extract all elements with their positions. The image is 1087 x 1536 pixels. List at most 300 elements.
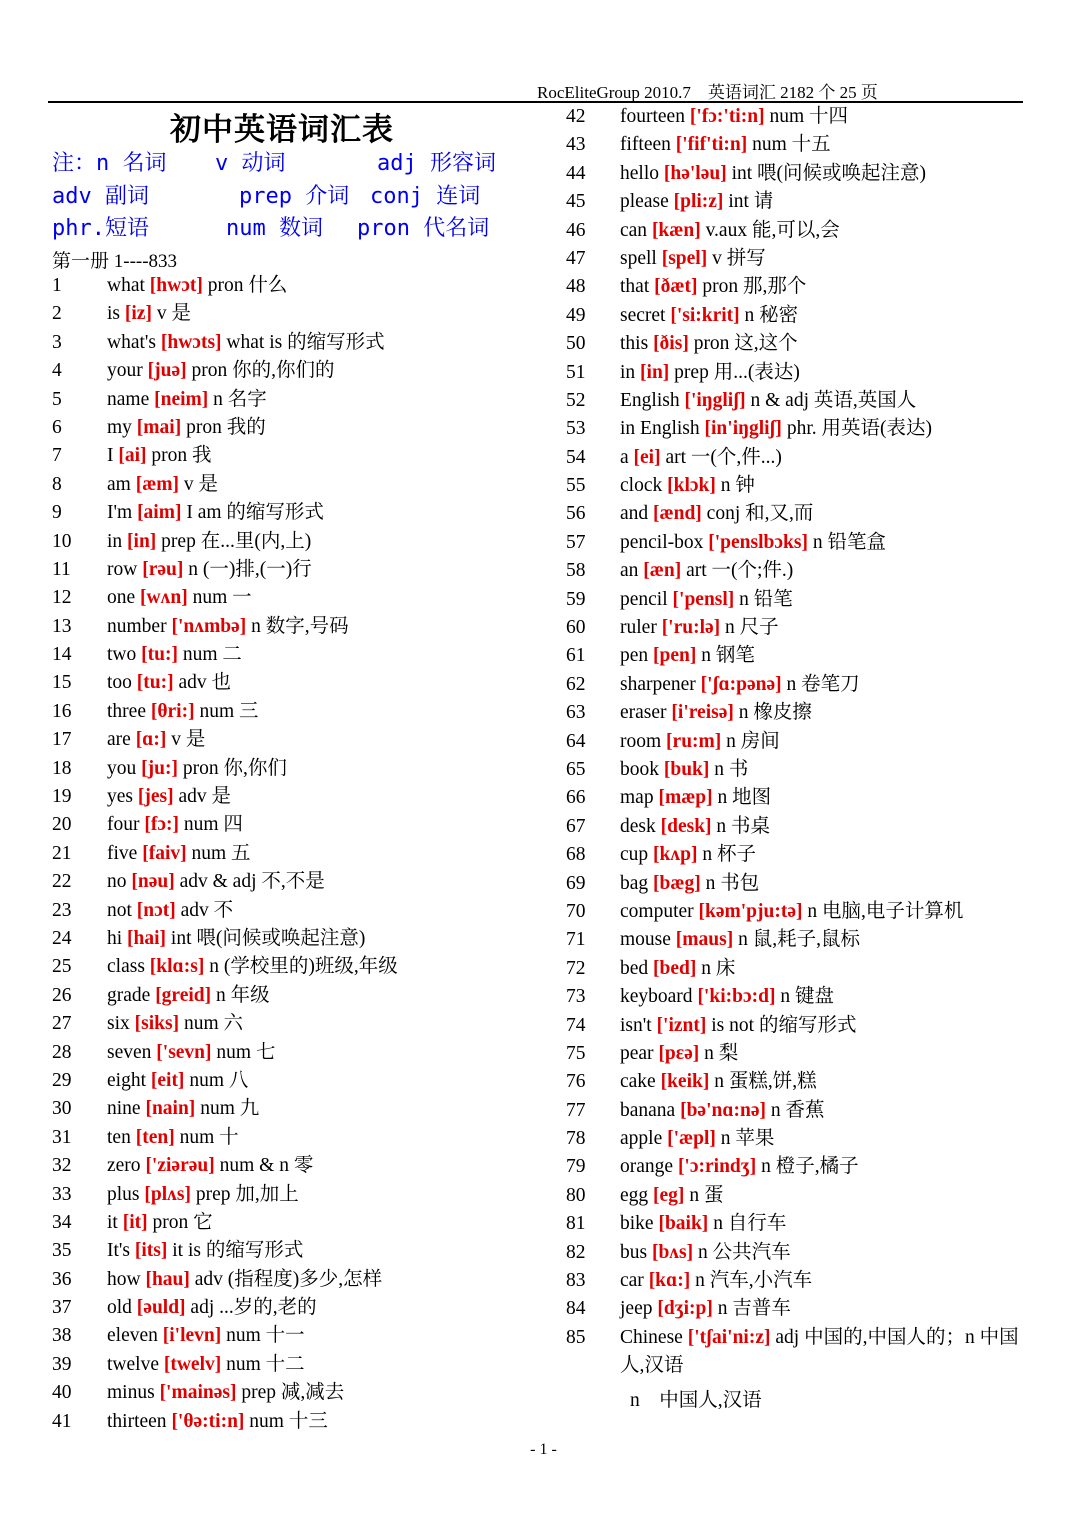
entry-word: plus [107,1183,140,1205]
entry-word: minus [107,1382,155,1404]
entry-number: 43 [566,134,586,156]
entry-definition: n 书包 [705,872,760,894]
entry-body [620,1040,738,1068]
entry-word: bus [620,1241,648,1263]
entry-phonetic: [baik] [658,1213,709,1235]
vocab-entry [52,528,532,556]
entry-word: desk [620,815,656,837]
entry-definition: n 秘密 [744,304,799,326]
entry-phonetic: [dʒi:p] [657,1298,713,1320]
entry-number: 10 [52,530,72,552]
entry-word: row [107,558,138,580]
entry-phonetic: [i'reisə] [671,702,734,724]
vocab-entry [566,529,1036,557]
entry-definition: n 数字,号码 [251,615,349,637]
entry-phonetic: ['nʌmbə] [171,615,247,637]
entry-body [107,755,287,783]
entry-word: fifteen [620,134,671,156]
vocab-entry [52,1039,532,1067]
entry-body [620,1239,791,1267]
entry-word: seven [107,1041,152,1063]
entry-definition: pron 我 [151,445,212,467]
vocab-entry [566,415,1036,443]
entry-number: 85 [566,1326,586,1348]
entry-phonetic: [desk] [660,815,712,837]
entry-word: what's [107,331,157,353]
entry-phonetic: [ɑ:] [135,729,167,751]
entry-phonetic: ['ru:lə] [661,617,721,639]
entry-phonetic: [mai] [136,416,182,438]
entry-number: 75 [566,1042,586,1064]
vocab-entry [52,1266,532,1294]
entry-number: 7 [52,445,62,467]
entry-definition: n 梨 [704,1042,739,1064]
vocab-entry [566,557,1036,585]
entry-definition: it is 的缩写形式 [172,1240,304,1262]
entry-definition: num 十五 [752,134,831,156]
entry-number: 11 [52,558,71,580]
entry-word: eraser [620,702,667,724]
vocab-entry [52,1322,532,1350]
entry-phonetic: [bed] [653,957,697,979]
vocab-entry [566,472,1036,500]
entry-body [107,442,212,470]
entry-phonetic: [plʌs] [144,1183,191,1205]
vocab-entry [566,160,1036,188]
entry-number: 35 [52,1240,72,1262]
entry-number: 50 [566,333,586,355]
entry-definition: adj ...岁的,老的 [190,1297,317,1319]
entry-definition: phr. 用英语(表达) [786,418,932,440]
vocab-entry [52,329,532,357]
pos-verb: v 动词 [215,151,286,176]
entry-number: 24 [52,927,72,949]
entry-word: hello [620,162,659,184]
entry-definition: prep 在...里(内,上) [161,530,312,552]
vocab-entry [52,1379,532,1407]
entry-definition: art 一(个;件.) [686,560,794,582]
entry-definition: pron 它 [152,1211,213,1233]
entry-number: 49 [566,304,586,326]
entry-number: 63 [566,702,586,724]
entry-body [107,1351,305,1379]
vocab-entry [566,1239,1036,1267]
entry-definition: n 地图 [717,787,772,809]
entry-number: 14 [52,644,72,666]
entry-word: computer [620,900,694,922]
entry-body [620,756,748,784]
entry-number: 74 [566,1014,586,1036]
entry-body [620,188,773,216]
entry-body [107,386,267,414]
entry-definition: num 五 [191,842,251,864]
vocab-entry [566,671,1036,699]
entry-word: pencil-box [620,531,704,553]
entry-body [107,1095,259,1123]
vocab-entry [52,1294,532,1322]
vocab-entry [52,868,532,896]
vocab-entry [52,556,532,584]
entry-definition: adv 也 [178,672,232,694]
vocab-entry [52,925,532,953]
entry-body [107,1067,248,1095]
entry-word: twelve [107,1353,159,1375]
vocab-entry [566,1210,1036,1238]
vocab-entry [566,359,1036,387]
entry-phonetic: [æn] [643,560,682,582]
entry-definition: conj 和,又,而 [706,503,814,525]
entry-phonetic: [kɑ:] [648,1270,691,1292]
entry-word: cup [620,844,649,866]
entry-word: bag [620,872,649,894]
entry-word: hi [107,927,123,949]
entry-definition: pron 你,你们 [182,757,287,779]
entry-body [620,955,735,983]
entry-phonetic: [nəu] [131,871,175,893]
vocab-entry [52,1095,532,1123]
entry-definition: v 是 [171,729,206,751]
entry-word: I [107,445,114,467]
entry-number: 45 [566,191,586,213]
entry-body [107,584,252,612]
entry-phonetic: [twelv] [163,1353,222,1375]
entry-phonetic: [wʌn] [140,587,188,609]
vocab-entry [566,784,1036,812]
vocab-entry [52,897,532,925]
entry-phonetic: [θri:] [150,700,195,722]
entry-body [620,642,755,670]
entry-number: 1 [52,275,62,296]
entry-body [620,898,963,926]
entry-phonetic: [neim] [154,388,209,410]
continuation-line: n 中国人,汉语 [630,1390,762,1411]
entry-body [620,1182,723,1210]
entry-body [620,1012,856,1040]
entry-body [620,330,798,358]
entry-number: 21 [52,842,72,864]
entry-number: 6 [52,416,62,438]
vocab-entry [52,726,532,754]
entry-phonetic: [buk] [663,758,710,780]
entry-phonetic: [fɔ:] [144,814,180,836]
vocab-entry [52,1010,532,1038]
entry-number: 47 [566,247,586,269]
entry-number: 66 [566,787,586,809]
vocab-entry [566,813,1036,841]
vocab-entry [52,414,532,442]
entry-phonetic: [greid] [155,984,212,1006]
entry-word: bed [620,957,649,979]
entry-word: cake [620,1071,656,1093]
entry-word: a [620,446,629,468]
entry-phonetic: ['sevn] [156,1041,212,1063]
entry-body [107,897,233,925]
vocab-entry [566,217,1036,245]
vocab-entry [52,783,532,811]
entry-body [107,1237,303,1265]
entry-body [107,613,349,641]
entry-word: egg [620,1184,649,1206]
entry-word: class [107,956,145,978]
entry-word: in [620,361,636,383]
entry-number: 20 [52,814,72,836]
entry-phonetic: [pen] [653,645,697,667]
entry-body [107,414,266,442]
entry-number: 62 [566,673,586,695]
entry-number: 13 [52,615,72,637]
entry-word: eleven [107,1325,158,1347]
entry-phonetic: [hai] [127,927,167,949]
entry-word: in English [620,418,700,440]
entry-phonetic: ['fɔ:'ti:n] [689,106,765,127]
vocab-entry [566,614,1036,642]
entry-number: 37 [52,1297,72,1319]
entry-word: jeep [620,1298,653,1320]
entry-body [620,273,806,301]
entry-definition: v 是 [156,303,191,325]
pos-legend-row [52,179,512,212]
entry-definition: num 九 [200,1098,260,1120]
vocab-entry [566,1125,1036,1153]
entry-word: name [107,388,150,410]
vocab-entry [566,1040,1036,1068]
entry-body [620,586,793,614]
entry-definition: num 十四 [769,106,848,127]
entry-body [107,811,243,839]
entry-word: my [107,416,132,438]
entry-word: secret [620,304,666,326]
entry-definition: adv & adj 不,不是 [179,871,325,893]
entry-phonetic: ['ʃɑ:pənə] [700,673,782,695]
entry-word: banana [620,1099,676,1121]
entry-definition: num 六 [183,1013,243,1035]
entry-number: 60 [566,617,586,639]
entry-phonetic: ['fif'ti:n] [675,134,748,156]
entry-definition: num 十三 [249,1410,328,1432]
entry-word: please [620,191,669,213]
entry-number: 30 [52,1098,72,1120]
entry-definition: pron 我的 [186,416,266,438]
entry-number: 65 [566,758,586,780]
vocab-entry [566,983,1036,1011]
entry-word: two [107,644,137,666]
entry-definition: n 吉普车 [717,1298,791,1320]
entry-body [620,359,800,387]
entry-body [620,926,860,954]
pos-adverb: adv 副词 [52,183,149,209]
entry-word: I'm [107,502,133,524]
entry-number: 55 [566,475,586,497]
vocab-entry [566,926,1036,954]
entry-body [620,217,840,245]
entry-word: are [107,729,131,751]
entry-word: ten [107,1126,131,1148]
entry-body [620,1153,859,1181]
entry-phonetic: [ðæt] [654,276,698,298]
entry-number: 57 [566,531,586,553]
entry-definition: n 卷笔刀 [786,673,860,695]
entry-body [107,1152,313,1180]
entry-definition: num 七 [216,1041,276,1063]
entry-phonetic: [hwɔt] [149,275,203,296]
entry-number: 4 [52,360,62,382]
entry-word: four [107,814,140,836]
entry-definition: int 喂(问候或唤起注意) [731,162,927,184]
entry-phonetic: [ðis] [653,333,689,355]
entry-word: that [620,276,650,298]
entry-phonetic: [kəm'pju:tə] [698,900,803,922]
entry-word: keyboard [620,986,693,1008]
entry-number: 29 [52,1069,72,1091]
entry-definition: pron 这,这个 [693,333,798,355]
entry-number: 73 [566,986,586,1008]
page-number: - 1 - [530,1441,557,1458]
vocab-entry [52,840,532,868]
entry-phonetic: [kʌp] [653,844,698,866]
vocab-entry [566,870,1036,898]
entry-word: pear [620,1042,654,1064]
entry-phonetic: [ai] [118,445,147,467]
entry-definition: n 铅笔盒 [812,531,886,553]
entry-phonetic: [iz] [124,303,152,325]
entry-definition: n 电脑,电子计算机 [807,900,964,922]
entry-phonetic: [nɔt] [136,899,176,921]
entry-body [107,300,191,328]
entry-definition: n 年级 [216,984,270,1006]
entry-definition: int 请 [728,191,774,213]
entry-word: English [620,389,680,411]
entry-body [620,415,932,443]
entry-phonetic: [kæn] [651,219,701,241]
entry-definition: n 钟 [720,475,755,497]
entry-word: Chinese [620,1326,683,1348]
vocab-entry [52,698,532,726]
entry-word: this [620,333,649,355]
entry-body [107,982,270,1010]
entry-body [620,472,755,500]
vocab-entry [566,898,1036,926]
entry-phonetic: [klɔk] [667,475,716,497]
entry-body [620,387,916,415]
entry-phonetic: [mæp] [658,787,713,809]
page-title: 初中英语词汇表 [170,112,394,148]
vocab-entry [566,103,1036,131]
entry-body [107,1379,344,1407]
entry-phonetic: [eit] [150,1069,185,1091]
entry-definition: num 二 [182,644,242,666]
vocab-entry [566,728,1036,756]
vocab-entry [566,1267,1036,1295]
entry-word: car [620,1270,644,1292]
vocab-entry [566,841,1036,869]
vocab-entry [52,669,532,697]
entry-body [107,556,312,584]
entry-body [620,699,812,727]
entry-number: 61 [566,645,586,667]
entry-body [107,1010,243,1038]
entry-word: too [107,672,132,694]
entry-number: 19 [52,786,72,808]
entry-body [620,728,780,756]
entry-word: clock [620,475,663,497]
entry-phonetic: [its] [134,1240,168,1262]
entry-definition: num & n 零 [219,1155,314,1177]
vocab-entry [566,699,1036,727]
entry-definition: n (一)排,(一)行 [188,558,312,580]
vocab-entry [52,1067,532,1095]
pos-legend [52,146,512,244]
entry-body [620,103,848,131]
entry-definition: n (学校里的)班级,年级 [209,956,398,978]
entry-phonetic: ['ziərəu] [145,1155,215,1177]
pos-phrase: phr.短语 [52,216,149,241]
entry-phonetic: [juə] [147,360,187,382]
entry-body [620,557,793,585]
entry-definition: v 拼写 [712,247,766,269]
entry-definition: n 苹果 [720,1128,775,1150]
entry-phonetic: [jes] [137,786,174,808]
entry-phonetic: [in] [640,361,670,383]
entry-phonetic: [hwɔts] [160,331,222,353]
entry-definition: prep 加,加上 [195,1183,299,1205]
entry-phonetic: [tu:] [136,672,174,694]
entry-definition: num 十 [179,1126,239,1148]
entry-word: five [107,842,138,864]
entry-number: 15 [52,672,72,694]
entry-body [620,1125,774,1153]
entry-phonetic: [faiv] [142,842,187,864]
entry-number: 81 [566,1213,586,1235]
entry-number: 51 [566,361,586,383]
entry-number: 48 [566,276,586,298]
entry-number: 58 [566,560,586,582]
entry-word: spell [620,247,657,269]
entry-phonetic: [klɑ:s] [149,956,205,978]
entry-phonetic: [i'levn] [162,1325,222,1347]
entry-phonetic: [bæg] [653,872,701,894]
vocab-entry [52,499,532,527]
entry-number: 36 [52,1268,72,1290]
entry-definition: n 床 [701,957,736,979]
entry-body [107,698,259,726]
pos-preposition: prep 介词 [239,183,350,209]
entry-word: eight [107,1069,146,1091]
entry-phonetic: [ru:m] [666,730,722,752]
vocab-entry [52,641,532,669]
entry-body [107,1322,305,1350]
vocab-entry [566,955,1036,983]
entry-word: thirteen [107,1410,167,1432]
entry-word: room [620,730,662,752]
entry-phonetic: [əuld] [136,1297,186,1319]
vocab-entry [52,300,532,328]
entry-definition: n 铅笔 [739,588,793,610]
entry-body [620,444,782,472]
entry-phonetic: [pεə] [658,1042,700,1064]
entry-definition: pron 你的,你们的 [191,360,335,382]
entry-phonetic: [hə'ləu] [663,162,727,184]
entry-body [107,272,287,300]
vocab-entry [52,613,532,641]
entry-word: isn't [620,1014,652,1036]
entry-body [620,131,831,159]
vocab-entry [52,386,532,414]
entry-word: and [620,503,649,525]
entry-phonetic: ['tʃai'ni:z] [687,1326,771,1348]
vocab-entry [52,1408,532,1436]
entry-word: six [107,1013,130,1035]
entry-phonetic: [maus] [675,929,734,951]
